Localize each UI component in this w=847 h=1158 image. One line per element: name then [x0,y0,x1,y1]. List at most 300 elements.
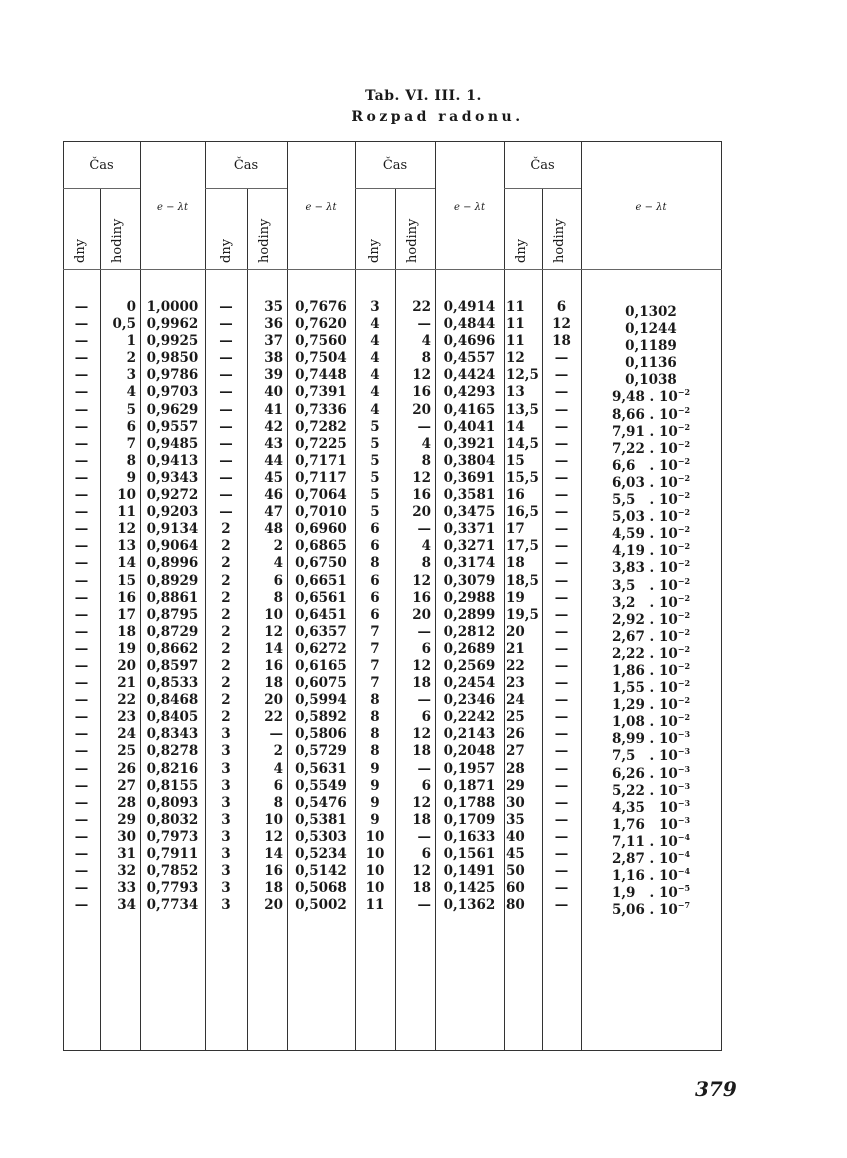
hours-cell: 27 [117,777,136,794]
hours-cell: — [554,521,569,538]
hours-cell: 12 [412,794,431,811]
hours-cell: — [554,487,569,504]
header-exp-3: e − λt [453,202,485,213]
table-row [63,367,722,389]
value-cell: 0,4696 [443,333,496,350]
days-cell: 45 [506,846,525,862]
days-cell: — [219,299,233,315]
value-cell: 1,76 $10^{-3}$ [611,814,691,833]
hours-cell: — [554,401,569,418]
value-cell: 0,3804 [443,452,496,469]
days-cell: 9 [370,794,380,811]
value-cell: 0,7973 [146,828,199,845]
header-exp-1: e − λt [156,202,188,213]
hours-cell: — [554,572,569,589]
value-cell: 0,5068 [295,880,347,897]
value-cell: 0,2143 [443,726,496,743]
value-cell: 0,2812 [443,623,496,640]
hours-cell: 12 [412,726,431,743]
days-cell: 8 [370,743,380,760]
hours-cell: 0 [126,299,136,315]
hours-cell: 45 [264,469,283,486]
days-cell: 21 [506,640,525,657]
hours-cell: — [554,760,569,777]
value-cell: 6,6 . $10^{-2}$ [611,455,691,474]
exponent: −3 [677,746,691,757]
header-dny-2: dny [219,238,234,263]
hours-cell: — [554,897,569,914]
days-cell: — [74,452,89,469]
days-cell: — [74,538,89,555]
hours-cell: 6 [421,709,431,726]
days-cell: 14,5 [506,435,539,452]
value-cell: 0,6075 [295,675,347,692]
value-cell: 0,9962 [146,316,199,333]
value-cell: 0,6165 [295,657,347,674]
days-cell: — [74,623,89,640]
value-cell: 0,3921 [443,435,496,452]
exponent: −2 [677,609,691,620]
days-cell: 4 [370,333,380,350]
days-cell: — [74,418,89,435]
value-cell: 0,1561 [443,846,496,862]
table-row [63,555,722,577]
value-cell: 0,3691 [443,469,496,486]
days-cell: 25 [506,709,525,726]
hours-cell: 12 [412,367,431,384]
days-cell: — [74,743,89,760]
value-cell: 0,1709 [443,811,496,828]
hours-cell: 16 [264,657,283,674]
exponent: −2 [677,678,691,689]
value-cell: 0,1136 [625,355,677,372]
hours-cell: 40 [264,384,283,401]
hours-cell: 13 [117,538,136,555]
hours-cell: — [554,726,569,743]
value-cell: 4,35 $10^{-3}$ [611,797,691,816]
days-cell: — [219,504,233,521]
days-cell: — [74,401,89,418]
value-cell: 1,9 . $10^{-5}$ [611,883,691,902]
days-cell: 2 [221,692,231,709]
value-cell: 0,8216 [146,760,199,777]
value-cell: 0,9413 [146,452,199,469]
hours-cell: 25 [117,743,136,760]
value-cell: 8,99 . $10^{-3}$ [611,729,691,748]
days-cell: 26 [506,726,525,743]
days-cell: — [74,504,89,521]
hours-cell: 6 [556,299,567,315]
hours-cell: 5 [126,401,136,418]
value-cell: 1,08 . $10^{-2}$ [611,712,691,731]
value-cell: 0,1244 [625,321,677,338]
days-cell: 11 [506,333,525,350]
hours-cell: 20 [264,897,283,914]
value-cell: 0,9064 [146,538,199,555]
value-cell: 3,83 . $10^{-2}$ [611,558,691,577]
days-cell: 17,5 [506,538,539,555]
hours-cell: 41 [264,401,283,418]
days-cell: — [74,367,89,384]
hours-cell: 1 [126,333,136,350]
value-cell: 0,6272 [295,640,347,657]
hours-cell: — [417,623,431,640]
hours-cell: — [269,726,283,743]
hours-cell: 34 [117,897,136,914]
value-cell: 0,1957 [443,760,496,777]
value-cell: 0,5729 [295,743,347,760]
hours-cell: — [554,435,569,452]
value-cell: 0,4293 [443,384,496,401]
value-cell: 0,6960 [295,521,347,538]
value-cell: 0,5994 [295,692,347,709]
value-cell: 2,87 . $10^{-4}$ [611,849,691,867]
value-cell: 0,8597 [146,657,199,674]
exponent: −2 [677,507,691,518]
days-cell: — [74,572,89,589]
days-cell: — [74,333,89,350]
hours-cell: — [554,350,569,367]
table-row [63,469,722,491]
header-hodiny-1: hodiny [110,218,125,263]
table-row [63,538,722,560]
days-cell: 29 [506,777,525,794]
days-cell: — [219,452,233,469]
hours-cell: 42 [264,418,283,435]
days-cell: — [74,760,89,777]
hours-cell: 4 [126,384,136,401]
hours-cell: 14 [264,846,283,862]
hours-cell: 6 [273,777,283,794]
days-cell: 5 [370,469,380,486]
hours-cell: 20 [264,692,283,709]
days-cell: 2 [221,589,231,606]
hours-cell: 19 [117,640,136,657]
value-cell: 0,8405 [146,709,199,726]
value-cell: 7,5 . $10^{-3}$ [611,746,691,765]
hours-cell: 22 [264,709,283,726]
value-cell: 8,66 . $10^{-2}$ [611,404,691,423]
value-cell: 0,4914 [443,299,496,315]
days-cell: 6 [370,538,380,555]
table-row [63,487,722,509]
value-cell: 0,3371 [443,521,496,538]
table-row [63,623,722,645]
value-cell: 0,8662 [146,640,199,657]
value-cell: 0,7504 [295,350,347,367]
value-cell: 0,5476 [295,794,347,811]
value-cell: 0,9203 [146,504,199,521]
value-cell: 1,55 . $10^{-2}$ [611,678,691,697]
days-cell: 2 [221,709,231,726]
value-cell: 6,26 . $10^{-3}$ [611,763,691,782]
value-cell: 0,6651 [295,572,347,589]
hours-cell: 12 [264,623,283,640]
table-row [63,692,722,714]
days-cell: — [74,350,89,367]
value-cell: 0,8155 [146,777,199,794]
hours-cell: 20 [412,401,431,418]
table-row [63,828,722,850]
days-cell: 35 [506,811,525,828]
days-cell: 11 [506,299,525,315]
header-cas-1: Čas [89,158,114,173]
hours-cell: 18 [117,623,136,640]
value-cell: 3,5 . $10^{-2}$ [611,575,691,594]
hours-cell: — [554,863,569,880]
value-cell: 2,92 . $10^{-2}$ [611,609,691,628]
exponent: −2 [677,490,691,501]
hours-cell: 4 [421,333,431,350]
exponent: −3 [677,797,691,808]
value-cell: 0,3174 [443,555,496,572]
exponent: −2 [677,438,691,449]
days-cell: 80 [506,897,525,914]
days-cell: 9 [370,760,380,777]
table-row [63,452,722,474]
exponent: −2 [677,643,691,654]
days-cell: 12 [506,350,525,367]
days-cell: — [219,316,233,333]
hours-cell: — [554,743,569,760]
hours-cell: 33 [117,880,136,897]
hours-cell: 8 [421,452,431,469]
value-cell: 0,4165 [443,401,496,418]
days-cell: 4 [370,316,380,333]
table-row [63,589,722,611]
days-cell: 2 [221,521,231,538]
hours-cell: — [554,811,569,828]
value-cell: 4,59 . $10^{-2}$ [611,524,691,543]
hours-cell: — [417,316,431,333]
hours-cell: 16 [412,589,431,606]
hours-cell: 9 [126,469,136,486]
value-cell: 0,7620 [295,316,347,333]
hours-cell: 18 [412,811,431,828]
value-cell: 0,9629 [146,401,199,418]
exponent: −2 [677,592,691,603]
days-cell: 7 [370,675,380,692]
exponent: −2 [677,524,691,535]
hours-cell: 8 [126,452,136,469]
hours-cell: — [554,675,569,692]
value-cell: 0,6357 [295,623,347,640]
days-cell: 10 [365,828,385,845]
value-cell: 0,2988 [443,589,496,606]
hours-cell: — [554,692,569,709]
value-cell: 0,1491 [443,863,496,880]
hours-cell: 28 [117,794,136,811]
hours-cell: — [554,469,569,486]
days-cell: 30 [506,794,525,811]
hours-cell: — [554,504,569,521]
hours-cell: 4 [273,760,283,777]
days-cell: 19,5 [506,606,539,623]
header-exp-4: e − λt [635,202,667,213]
table-row [63,726,722,748]
exponent: −4 [677,831,691,842]
days-cell: 4 [370,401,380,418]
hours-cell: 47 [264,504,283,521]
days-cell: 8 [370,709,380,726]
hours-cell: 12 [412,469,431,486]
days-cell: 5 [370,452,380,469]
days-cell: 2 [221,675,231,692]
value-cell: 0,8996 [146,555,199,572]
days-cell: 60 [506,880,525,897]
days-cell: — [74,555,89,572]
exponent: −2 [677,575,691,586]
hours-cell: 20 [117,657,136,674]
value-cell: 0,1633 [443,828,496,845]
table-row [63,316,722,338]
exponent: −2 [677,626,691,637]
hours-cell: 36 [264,316,283,333]
hours-cell: 2 [126,350,136,367]
days-cell: — [74,709,89,726]
days-cell: 12,5 [506,367,539,384]
table-row [63,777,722,799]
days-cell: 10 [365,846,385,862]
value-cell: 0,7911 [146,846,199,862]
value-cell: 0,3271 [443,538,496,555]
hours-cell: 8 [421,555,431,572]
days-cell: 2 [221,555,231,572]
table-row [63,709,722,731]
exponent: −2 [677,541,691,552]
table-row [63,743,722,765]
exponent: −2 [677,421,691,432]
days-cell: — [74,435,89,452]
hours-cell: — [417,760,431,777]
header-cas-2: Čas [233,158,259,173]
value-cell: 0,5631 [295,760,347,777]
hours-cell: — [554,794,569,811]
value-cell: 0,2346 [443,692,496,709]
days-cell: 50 [506,863,525,880]
days-cell: 9 [370,777,380,794]
value-cell: 0,1871 [443,777,496,794]
days-cell: 3 [221,743,231,760]
hours-cell: 21 [117,675,136,692]
days-cell: — [74,521,89,538]
value-cell: 0,5892 [295,709,347,726]
hours-cell: 3 [126,367,136,384]
hours-cell: 37 [264,333,283,350]
days-cell: 3 [221,777,231,794]
hours-cell: 14 [264,640,283,657]
days-cell: 10 [365,880,385,897]
value-cell: 0,8929 [146,572,199,589]
days-cell: — [219,350,233,367]
hours-cell: 12 [412,863,431,880]
table-row [63,384,722,406]
table-title: Tab. VI. III. 1. [365,88,482,104]
days-cell: 28 [506,760,525,777]
hours-cell: 15 [117,572,136,589]
hours-cell: — [554,418,569,435]
hours-cell: 16 [412,487,431,504]
value-cell: 0,5002 [295,897,347,914]
value-cell: 0,8032 [146,811,199,828]
days-cell: 24 [506,692,525,709]
hours-cell: 43 [264,435,283,452]
value-cell: 0,1302 [625,304,677,320]
value-cell: 0,8533 [146,675,199,692]
hours-cell: 6 [126,418,136,435]
hours-cell: 8 [273,589,283,606]
table-row [63,640,722,662]
days-cell: 4 [370,350,380,367]
header-dny-3: dny [367,238,382,263]
days-cell: — [74,606,89,623]
value-cell: 0,8468 [146,692,199,709]
days-cell: 2 [221,623,231,640]
days-cell: — [74,675,89,692]
value-cell: 0,7448 [295,367,347,384]
hours-cell: — [554,555,569,572]
value-cell: 0,1788 [443,794,496,811]
days-cell: 11 [365,897,385,914]
value-cell: 0,8343 [146,726,199,743]
days-cell: 17 [506,521,525,538]
table-row [63,572,722,594]
days-cell: 9 [370,811,380,828]
table-row [63,401,722,423]
days-cell: — [219,367,233,384]
days-cell: 7 [370,623,380,640]
header-dny-4: dny [514,238,529,263]
value-cell: 0,7010 [295,504,347,521]
days-cell: — [74,692,89,709]
days-cell: 14 [506,418,525,435]
value-cell: 0,5549 [295,777,347,794]
exponent: −3 [677,814,691,825]
days-cell: — [74,726,89,743]
header-cas-3: Čas [382,158,408,173]
days-cell: — [74,794,89,811]
value-cell: 0,8729 [146,623,199,640]
days-cell: 22 [506,657,525,674]
hours-cell: 14 [117,555,136,572]
exponent: −2 [677,660,691,671]
days-cell: — [74,657,89,674]
hours-cell: — [417,828,431,845]
days-cell: — [74,316,89,333]
value-cell: 1,29 . $10^{-2}$ [611,695,691,714]
table-row [63,846,722,867]
value-cell: 2,22 . $10^{-2}$ [611,643,691,662]
days-cell: 5 [370,435,380,452]
hours-cell: — [417,897,431,914]
table-row [63,504,722,526]
days-cell: — [74,897,89,914]
value-cell: 0,8278 [146,743,199,760]
hours-cell: 38 [264,350,283,367]
days-cell: 6 [370,589,380,606]
value-cell: 0,9703 [146,384,199,401]
hours-cell: 30 [117,828,136,845]
days-cell: 2 [221,606,231,623]
value-cell: 6,03 . $10^{-2}$ [611,472,691,491]
table-row [63,435,722,457]
hours-cell: 18 [412,880,431,897]
value-cell: 0,5381 [295,811,347,828]
value-cell: 9,48 . $10^{-2}$ [611,387,691,406]
days-cell: 23 [506,675,525,692]
days-cell: — [74,487,89,504]
value-cell: 1,86 . $10^{-2}$ [611,660,691,679]
